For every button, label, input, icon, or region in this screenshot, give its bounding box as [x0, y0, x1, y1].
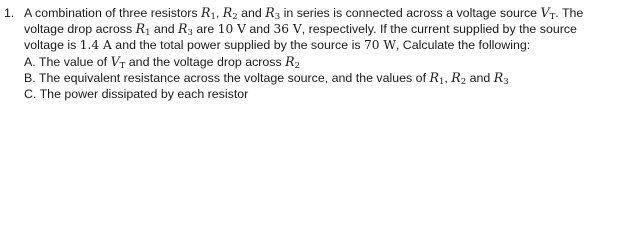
text-run: and — [150, 22, 179, 37]
math-subscript: 3 — [187, 28, 193, 39]
problem-line — [24, 37, 620, 53]
math-variable: R — [222, 5, 233, 20]
math-symbol — [223, 5, 238, 20]
text-run: , respectively. If the current supplied by the source — [301, 22, 577, 37]
text-run: are — [192, 22, 218, 37]
math-symbol — [451, 70, 466, 85]
math-variable: R — [178, 21, 188, 37]
math-variable: R — [265, 5, 275, 20]
problem-statement — [4, 5, 620, 102]
math-subscript: 2 — [294, 60, 301, 71]
text-run: , Calculate the following: — [395, 38, 531, 53]
text-run: and the total power supplied by the source is — [111, 38, 364, 53]
math-symbol — [541, 5, 556, 20]
question-c — [24, 86, 620, 102]
problem-line — [24, 21, 620, 37]
math-subscript: 1 — [145, 28, 151, 39]
text-run: voltage drop across — [24, 22, 136, 37]
question-a — [24, 54, 620, 70]
math-variable: R — [451, 69, 461, 85]
math-variable: R — [135, 21, 146, 37]
math-subscript: 1 — [210, 12, 216, 22]
math-subscript: 1 — [438, 76, 445, 87]
math-symbol — [111, 54, 126, 69]
math-subscript: 3 — [503, 76, 509, 87]
text-run: B. The equivalent resistance across the voltage source, and the values of — [24, 70, 430, 85]
math-variable: R — [429, 69, 439, 85]
math-subscript: T — [549, 12, 556, 22]
text-run: in series is connected across a voltage source — [280, 6, 541, 20]
text-run: and — [245, 22, 274, 37]
text-run: and the voltage drop across — [125, 54, 286, 69]
text-run: and — [237, 6, 266, 20]
math-symbol — [135, 21, 151, 39]
problem-number: 1. — [4, 6, 15, 20]
math-symbol — [265, 5, 280, 20]
text-run: and — [466, 70, 494, 85]
math-subscript: 2 — [232, 12, 238, 22]
math-subscript: 3 — [274, 12, 281, 22]
math-variable: R — [493, 69, 504, 85]
quantity-value: 10 V — [217, 22, 246, 37]
problem-line — [24, 5, 620, 21]
math-symbol — [285, 54, 300, 69]
math-variable: V — [540, 5, 550, 20]
math-symbol — [201, 5, 216, 20]
question-b — [24, 70, 620, 86]
problem-body — [24, 5, 620, 102]
math-symbol — [429, 70, 444, 85]
math-variable: R — [285, 53, 295, 69]
quantity-value: 1.4 A — [79, 38, 112, 53]
math-symbol — [178, 21, 193, 39]
math-subscript: T — [119, 60, 126, 71]
math-subscript: 2 — [460, 76, 467, 87]
text-run: , — [215, 6, 223, 20]
text-run: , — [444, 70, 452, 85]
text-run: voltage is — [24, 38, 80, 53]
quantity-value: 70 W — [363, 38, 396, 53]
text-run: A. The value of — [24, 54, 111, 69]
text-run: A combination of three resistors — [24, 6, 201, 20]
math-symbol — [494, 70, 509, 85]
math-variable: V — [110, 53, 120, 69]
text-run: . The — [555, 6, 584, 20]
math-variable: R — [201, 5, 211, 20]
text-run: C. The power dissipated by each resistor — [24, 86, 249, 101]
quantity-value: 36 V — [273, 22, 302, 37]
